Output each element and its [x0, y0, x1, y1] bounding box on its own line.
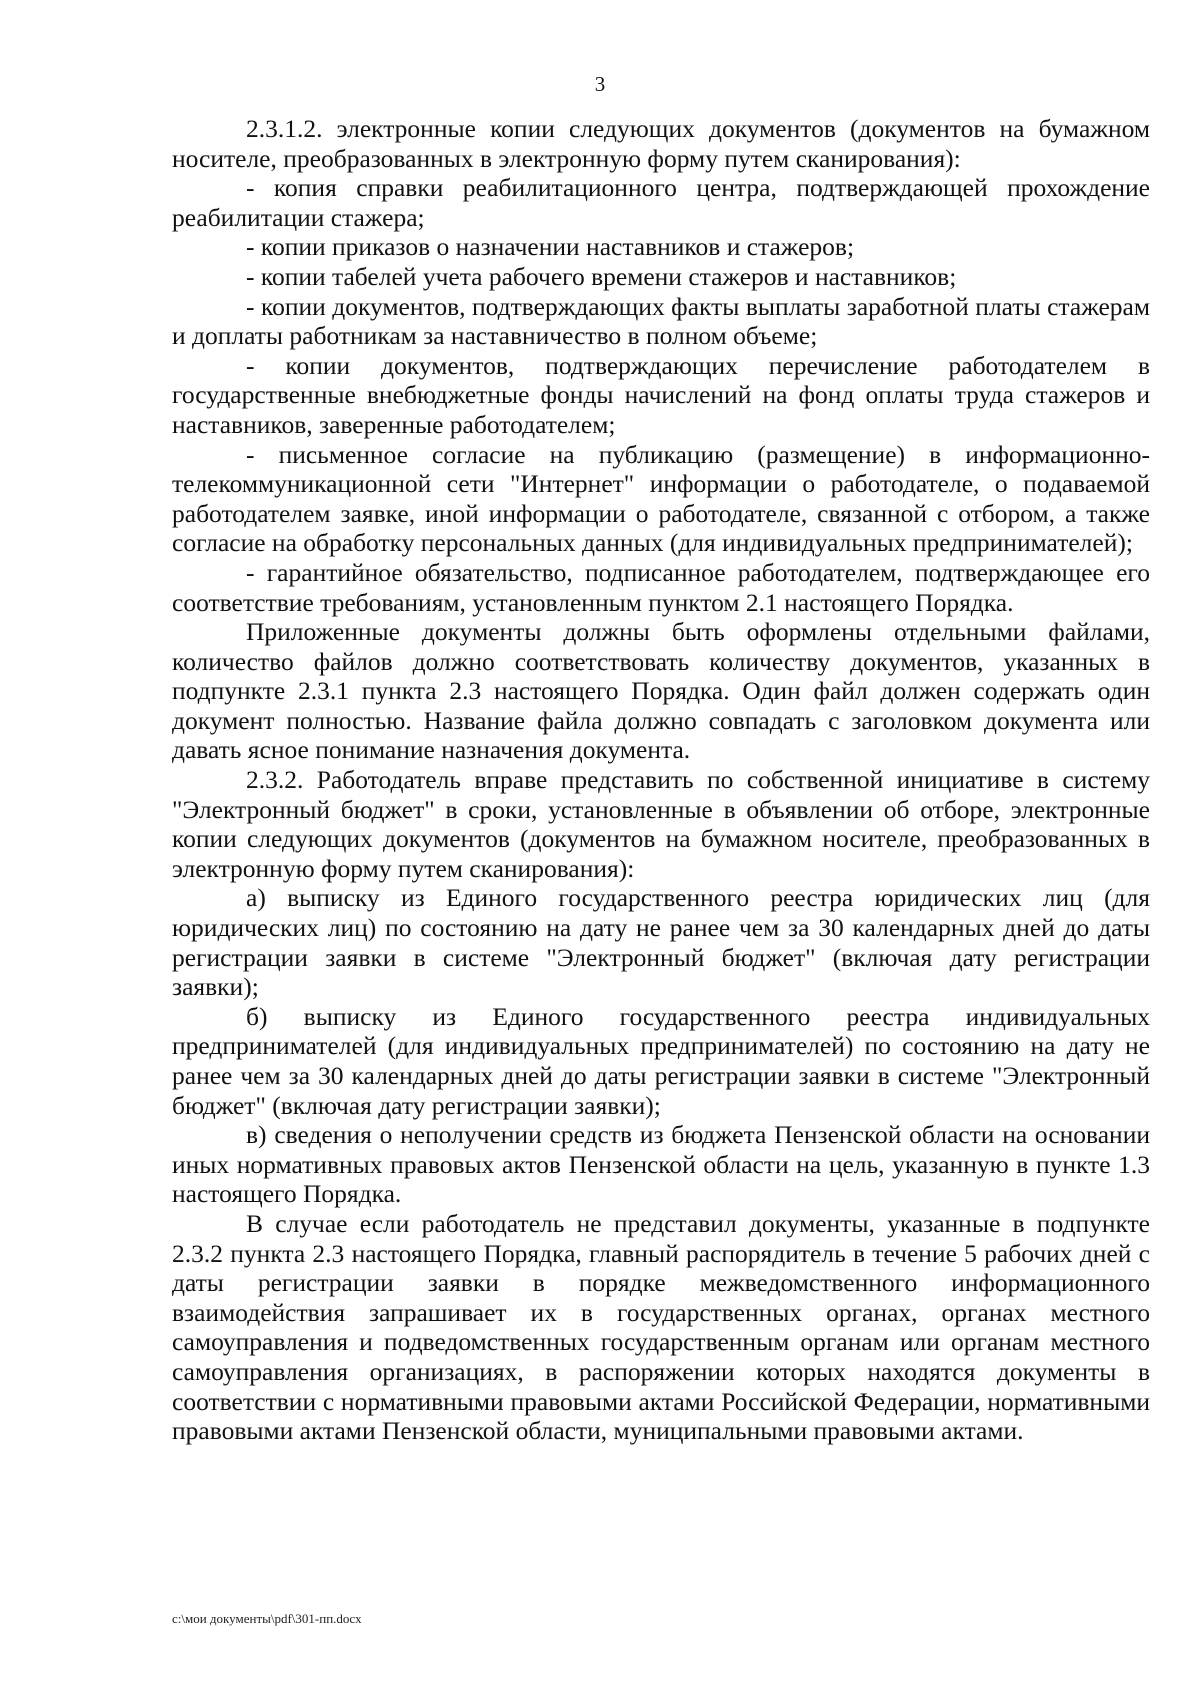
list-item-rehab-certificate: - копия справки реабилитационного центра, подтверждающей прохождение реабилитации стажера; [172, 173, 1150, 232]
list-item-salary-documents: - копии документов, подтверждающих факты выплаты заработной платы стажерам и доплаты работникам за наставничество в полном объеме; [172, 291, 1150, 351]
footer-file-path: c:\мои документы\pdf\301-пп.docx [172, 1611, 362, 1626]
list-item-fund-transfers: - копии документов, подтверждающих перечисление работодателем в государственные внебюджетные фонды начислений на фонд оплаты труда стажеров и наставников, заверенные работодателем; [172, 350, 1150, 439]
list-item-appointment-orders: - копии приказов о назначении наставников и стажеров; [246, 232, 855, 262]
paragraph-attached-files: Приложенные документы должны быть оформлены отдельными файлами, количество файлов должно соответствовать количеству документов, указанных в подпункте 2.3.1 пункта 2.3 настоящего Порядка. Один файл должен содержать один документ полностью. Название файла должно совпадать с заголовком документа или давать ясное понимание назначения документа. [172, 617, 1150, 765]
list-item-c-non-receipt: в) сведения о неполучении средств из бюджета Пензенской области на основании иных нормативных правовых актов Пензенской области на цель, указанную в пункте 1.3 настоящего Порядка. [172, 1120, 1150, 1209]
page-number: 3 [594, 72, 606, 96]
list-item-a-legal-entities: а) выписку из Единого государственного реестра юридических лиц (для юридических лиц) по состоянию на дату не ранее чем за 30 календарных дней до даты регистрации заявки в системе "Электронный бюджет" (включая дату регистрации заявки); [172, 883, 1150, 1002]
list-item-guarantee: - гарантийное обязательство, подписанное работодателем, подтверждающее его соответствие требованиям, установленным пунктом 2.1 настоящего Порядка. [172, 557, 1150, 617]
document-body [172, 114, 1150, 1446]
list-item-b-entrepreneurs: б) выписку из Единого государственного реестра индивидуальных предпринимателей (для индивидуальных предпринимателей) по состоянию на дату не ранее чем за 30 календарных дней до даты регистрации заявки в системе "Электронный бюджет" (включая дату регистрации заявки); [172, 1001, 1150, 1120]
paragraph-2-3-1-2: 2.3.1.2. электронные копии следующих документов (документов на бумажном носителе, преобразованных в электронную форму путем сканирования): [172, 114, 1150, 173]
paragraph-interagency-request: В случае если работодатель не представил документы, указанные в подпункте 2.3.2 пункта 2.3 настоящего Порядка, главный распорядитель в течение 5 рабочих дней с даты регистрации заявки в порядке межведомственного информационного взаимодействия запрашивает их в государственных органах, органах местного самоуправления и подведомственных государственным органам или органам местного самоуправления организациях, в распоряжении которых находятся документы в соответствии с нормативными правовыми актами Российской Федерации, нормативными правовыми актами Пензенской области, муниципальными правовыми актами. [172, 1208, 1150, 1446]
list-item-publication-consent: - письменное согласие на публикацию (размещение) в информационно-телекоммуникационной сети "Интернет" информации о работодателе, о подаваемой работодателем заявке, иной информации о работодателе, связанной с отбором, а также согласие на обработку персональных данных (для индивидуальных предпринимателей); [172, 439, 1150, 558]
list-item-timesheets: - копии табелей учета рабочего времени стажеров и наставников; [246, 261, 957, 291]
paragraph-2-3-2: 2.3.2. Работодатель вправе представить по собственной инициативе в систему "Электронный бюджет" в сроки, установленные в объявлении об отборе, электронные копии следующих документов (документов на бумажном носителе, преобразованных в электронную форму путем сканирования): [172, 765, 1150, 883]
